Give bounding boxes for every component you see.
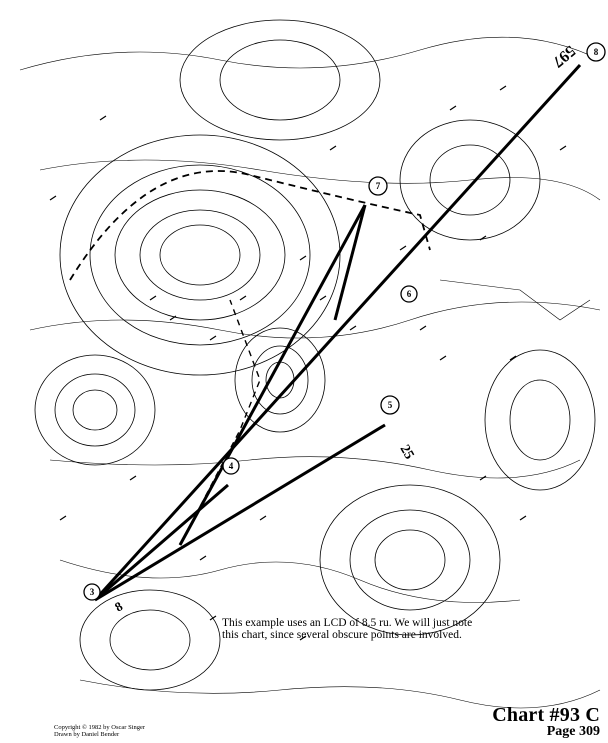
copyright-line: Copyright © 1982 by Oscar Singer xyxy=(54,724,146,731)
chart-note-line: This example uses an LCD of 8.5 ru. We will just note xyxy=(222,617,473,629)
page-label: Page 309 xyxy=(546,724,600,739)
chart-title: Chart #93 C xyxy=(492,704,600,726)
chart-note xyxy=(222,617,562,641)
line-label-right: 25 xyxy=(396,442,417,463)
marker-label-8: 8 xyxy=(593,47,599,57)
isobar-contours xyxy=(35,20,595,690)
measurement-lines xyxy=(95,65,580,600)
line-label-bottom-left: 8 xyxy=(112,598,126,615)
copyright-block xyxy=(54,724,145,738)
marker-label-7: 7 xyxy=(375,181,381,191)
credit-line: Drawn by Daniel Bender xyxy=(54,731,120,738)
chart-note-line: this chart, since several obscure points are involved. xyxy=(222,629,462,641)
marker-label-3: 3 xyxy=(89,587,95,597)
line-label-top-right: 597 xyxy=(549,41,579,71)
marker-label-5: 5 xyxy=(387,400,393,410)
marker-label-6: 6 xyxy=(406,289,412,299)
marker-label-4: 4 xyxy=(228,461,234,471)
